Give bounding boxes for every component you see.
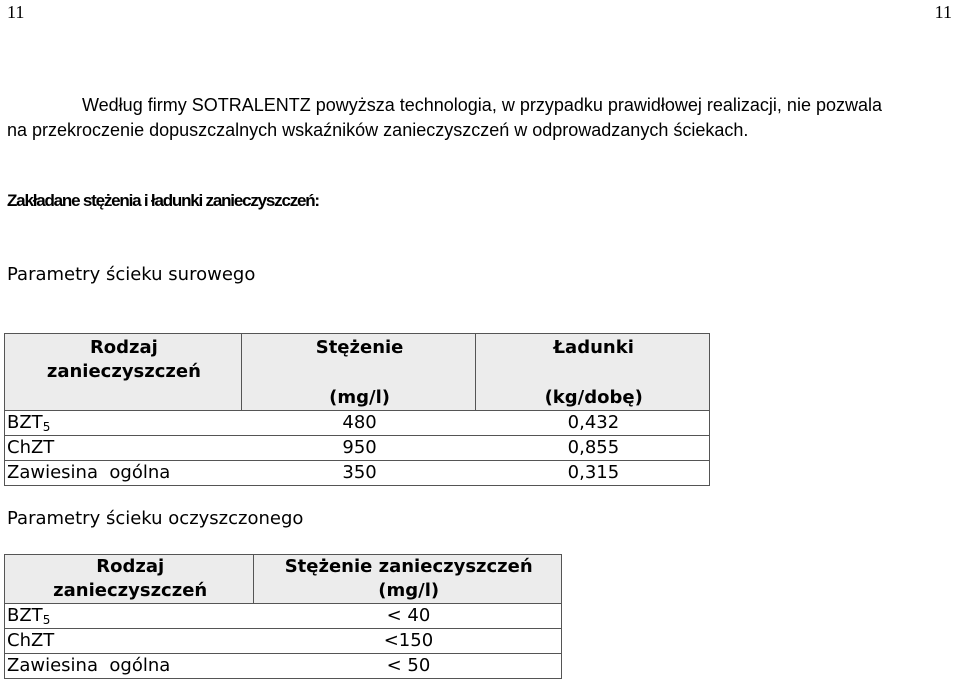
header-type: Rodzaj zanieczyszczeń — [5, 334, 242, 385]
pollutant-name: $BZT_5$ — [5, 604, 254, 629]
raw-sewage-table — [4, 333, 710, 486]
intro-line-2: na przekroczenie dopuszczalnych wskaźników zanieczyszczeń w odprowadzanych ściekach. — [7, 120, 749, 140]
page-number-left: 11 — [7, 2, 25, 22]
header-type-blank — [5, 384, 242, 411]
load-value: 0,855 — [476, 436, 710, 461]
concentration-value: 350 — [241, 461, 476, 486]
concentration-value: <150 — [254, 629, 562, 654]
concentration-value: 480 — [241, 411, 476, 436]
concentration-value: < 50 — [254, 654, 562, 679]
treated-sewage-title: Parametry ścieku oczyszczonego — [7, 508, 304, 529]
table-row — [5, 461, 710, 486]
raw-sewage-title: Parametry ścieku surowego — [7, 264, 256, 285]
pollutant-name: Zawiesina ogólna — [5, 461, 242, 486]
intro-paragraph — [7, 93, 957, 143]
pollutant-name: ChZT — [5, 436, 242, 461]
table-row — [5, 411, 710, 436]
table-row — [5, 604, 562, 629]
header-load: Ładunki — [476, 334, 710, 385]
header-type: Rodzaj zanieczyszczeń — [5, 555, 254, 604]
header-concentration: Stężenie zanieczyszczeń (mg/l) — [254, 555, 562, 604]
header-concentration: Stężenie — [241, 334, 476, 385]
table-row — [5, 654, 562, 679]
pollutant-name: ChZT — [5, 629, 254, 654]
intro-line-1: Według firmy SOTRALENTZ powyższa technologia, w przypadku prawidłowej realizacji, nie pozwala — [82, 95, 882, 115]
concentration-value: < 40 — [254, 604, 562, 629]
pollutant-name: $BZT_5$ — [5, 411, 242, 436]
header-load-unit: (kg/dobę) — [476, 384, 710, 411]
page-number-right: 11 — [934, 2, 952, 22]
concentration-value: 950 — [241, 436, 476, 461]
table-row — [5, 436, 710, 461]
load-value: 0,315 — [476, 461, 710, 486]
load-value: 0,432 — [476, 411, 710, 436]
header-concentration-unit: (mg/l) — [241, 384, 476, 411]
pollutant-name: Zawiesina ogólna — [5, 654, 254, 679]
treated-sewage-table — [4, 554, 562, 679]
section-heading: Zakładane stężenia i ładunki zanieczyszczeń: — [7, 191, 319, 210]
table-row — [5, 629, 562, 654]
